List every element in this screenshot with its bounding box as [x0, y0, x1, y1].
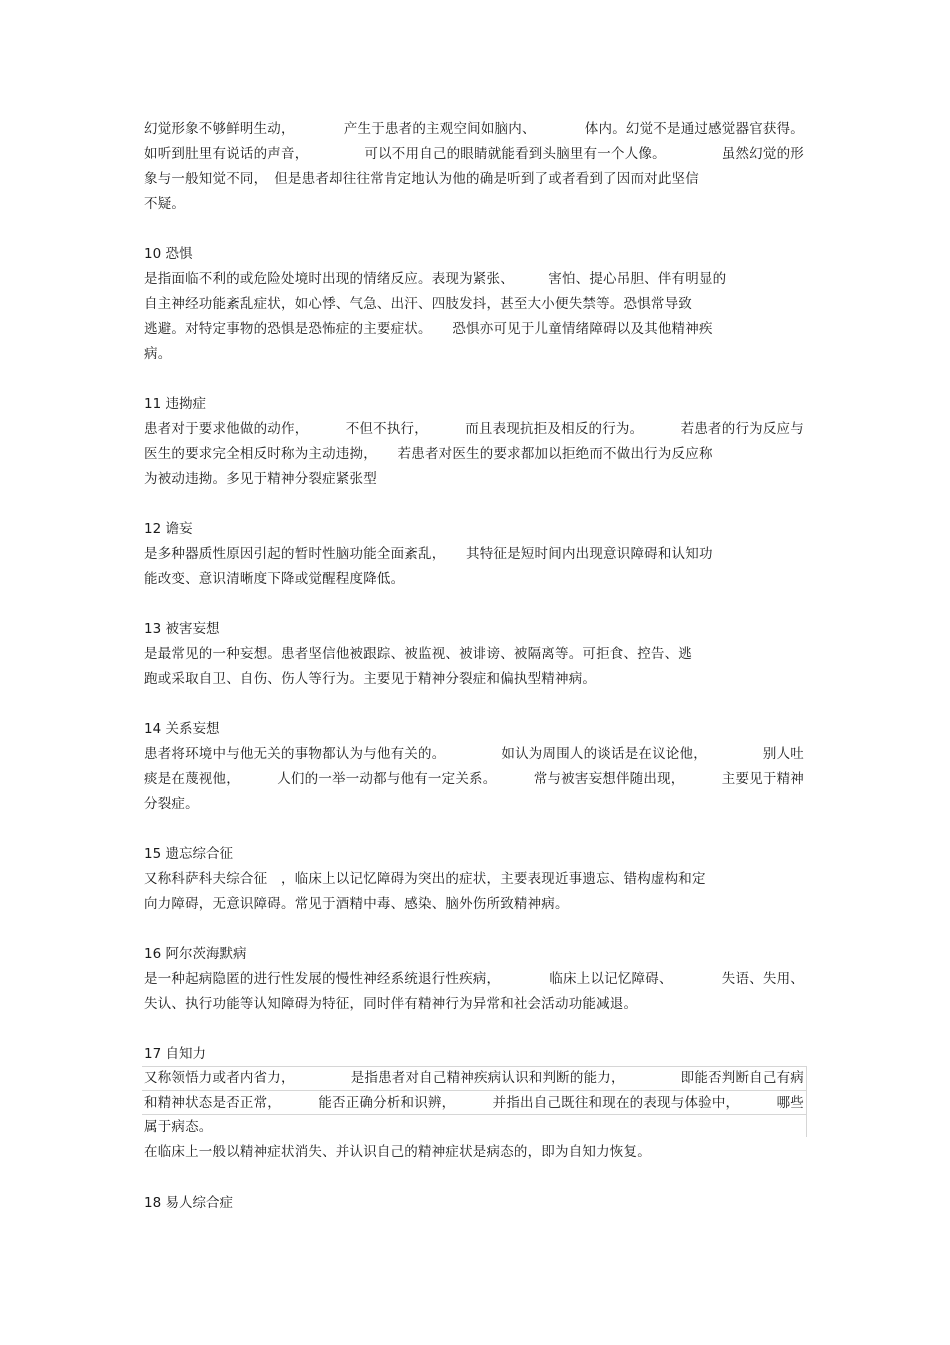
text-segment: 患者对于要求他做的动作，: [144, 421, 309, 437]
s16-line-2: 失认、执行功能等认知障碍为特征，同时伴有精神行为异常和社会活动功能减退。: [144, 996, 638, 1012]
s10-line-4: 病。: [144, 346, 172, 362]
s11-line-3: 为被动违拗。多见于精神分裂症紧张型: [144, 471, 377, 487]
s12-line-1: 是多种器质性原因引起的暂时性脑功能全面紊乱， 其特征是短时间内出现意识障碍和认知功: [144, 546, 713, 562]
section-16-title: 16 阿尔茨海默病: [144, 946, 247, 962]
section-14-title: 14 关系妄想: [144, 721, 220, 737]
text-segment: 人们的一举一动都与他有一定关系。: [277, 771, 497, 787]
p0-line-3: 象与一般知觉不同， 但是患者却往往常肯定地认为他的确是听到了或者看到了因而对此坚信: [144, 171, 699, 187]
text-segment: 又称领悟力或者内省力，: [144, 1070, 295, 1086]
text-segment: 即能否判断自己有病: [680, 1070, 804, 1086]
s17-line-2: [144, 1094, 804, 1112]
text-segment: 主要见于精神: [721, 771, 804, 787]
text-segment: 是指患者对自己精神疾病认识和判断的能力，: [350, 1070, 625, 1086]
s12-line-2: 能改变、意识清晰度下降或觉醒程度降低。: [144, 571, 405, 587]
text-segment: 别人吐: [762, 746, 804, 762]
section-15-title: 15 遗忘综合征: [144, 846, 233, 862]
text-segment: 可以不用自己的眼睛就能看到头脑里有一个人像。: [364, 146, 666, 162]
s14-line-1: [144, 745, 804, 763]
text-segment: 如听到肚里有说话的声音，: [144, 146, 309, 162]
s10-line-2: 自主神经功能紊乱症状，如心悸、气急、出汗、四肢发抖，甚至大小便失禁等。恐惧常导致: [144, 296, 692, 312]
s15-line-2: 向力障碍，无意识障碍。常见于酒精中毒、感染、脑外伤所致精神病。: [144, 896, 569, 912]
p0-line-1: [144, 120, 804, 138]
text-segment: 哪些: [776, 1095, 804, 1111]
text-segment: 临床上以记忆障碍、: [549, 971, 673, 987]
s16-line-1: [144, 970, 804, 988]
box-divider: [142, 1090, 806, 1091]
s13-line-2: 跑或采取自卫、自伤、伤人等行为。主要见于精神分裂症和偏执型精神病。: [144, 671, 597, 687]
box-divider: [142, 1114, 806, 1115]
p0-line-2: [144, 145, 804, 163]
s14-line-2: [144, 770, 804, 788]
text-segment: 幻觉形象不够鲜明生动，: [144, 121, 295, 137]
section-12-title: 12 谵妄: [144, 521, 193, 537]
s13-line-1: 是最常见的一种妄想。患者坚信他被跟踪、被监视、被诽谤、被隔离等。可拒食、控告、逃: [144, 646, 692, 662]
section-13-title: 13 被害妄想: [144, 621, 220, 637]
text-segment: 体内。幻觉不是通过感觉器官获得。: [584, 121, 804, 137]
s17-line-4: 在临床上一般以精神症状消失、并认识自己的精神症状是病态的，即为自知力恢复。: [144, 1144, 651, 1160]
text-segment: 并指出自己既往和现在的表现与体验中，: [492, 1095, 740, 1111]
s14-line-3: 分裂症。: [144, 796, 199, 812]
text-segment: 虽然幻觉的形: [721, 146, 804, 162]
section-18-title: 18 易人综合症: [144, 1195, 233, 1211]
text-segment: 不但不执行，: [345, 421, 428, 437]
text-segment: 常与被害妄想伴随出现，: [533, 771, 685, 787]
section-10-title: 10 恐惧: [144, 246, 193, 262]
section-11-title: 11 违拗症: [144, 396, 206, 412]
s17-line-3: 属于病态。: [144, 1119, 213, 1135]
text-segment: 是一种起病隐匿的进行性发展的慢性神经系统退行性疾病，: [144, 971, 501, 987]
text-segment: 患者将环境中与他无关的事物都认为与他有关的。: [144, 746, 446, 762]
s11-line-1: [144, 420, 804, 438]
s10-line-1: 是指面临不利的或危险处境时出现的情绪反应。表现为紧张、 害怕、提心吊胆、伴有明显的: [144, 271, 727, 287]
text-segment: 产生于患者的主观空间如脑内、: [343, 121, 536, 137]
section-17-title: 17 自知力: [144, 1046, 206, 1062]
text-segment: 痰是在蔑视他，: [144, 771, 240, 787]
s15-line-1: 又称科萨科夫综合征 ，临床上以记忆障碍为突出的症状，主要表现近事遗忘、错构虚构和定: [144, 871, 706, 887]
text-segment: 能否正确分析和识辨，: [318, 1095, 456, 1111]
text-segment: 和精神状态是否正常，: [144, 1095, 281, 1111]
text-segment: 如认为周围人的谈话是在议论他，: [501, 746, 707, 762]
s11-line-2: 医生的要求完全相反时称为主动违拗， 若患者对医生的要求都加以拒绝而不做出行为反应称: [144, 446, 713, 462]
s17-line-1: [144, 1069, 804, 1087]
text-segment: 而且表现抗拒及相反的行为。: [465, 421, 644, 437]
s10-line-3: 逃避。对特定事物的恐惧是恐怖症的主要症状。 恐惧亦可见于儿童情绪障碍以及其他精神疾: [144, 321, 713, 337]
p0-line-4: 不疑。: [144, 196, 186, 212]
text-segment: 若患者的行为反应与: [680, 421, 804, 437]
text-segment: 失语、失用、: [721, 971, 804, 987]
